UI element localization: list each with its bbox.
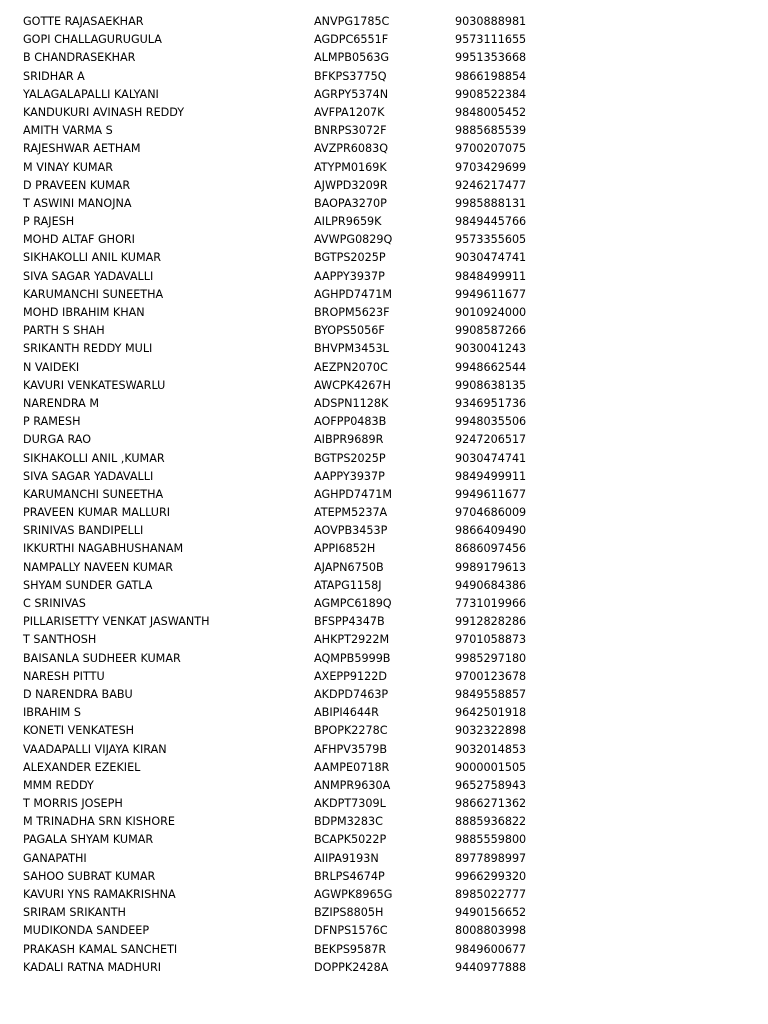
record-name: T ASWINI MANOJNA	[23, 196, 132, 210]
record-id: AFHPV3579B	[314, 742, 388, 756]
record-phone: 9642501918	[455, 706, 527, 720]
record-row	[0, 831, 768, 849]
record-phone: 9908587266	[455, 324, 527, 338]
record-row	[0, 177, 768, 195]
record-id: ATAPG1158J	[314, 578, 382, 592]
record-name: P RAJESH	[23, 215, 75, 229]
record-phone: 9030474741	[455, 451, 527, 465]
record-row	[0, 813, 768, 831]
record-id: AGMPC6189Q	[314, 597, 392, 610]
record-phone: 9849445766	[455, 215, 527, 229]
record-row	[0, 777, 768, 795]
record-row	[0, 540, 768, 558]
record-phone: 9700123678	[455, 669, 527, 683]
record-id: AHKPT2922M	[314, 633, 390, 647]
record-name: KAVURI YNS RAMAKRISHNA	[23, 888, 176, 901]
record-name: P RAMESH	[23, 415, 81, 429]
record-id: BGTPS2025P	[314, 251, 386, 265]
record-name: C SRINIVAS	[23, 597, 86, 610]
record-id: ABIPI4644R	[314, 706, 379, 720]
record-phone: 8985022777	[455, 888, 527, 901]
record-phone: 9908638135	[455, 378, 527, 392]
record-name: PRAKASH KAMAL SANCHETI	[23, 942, 178, 956]
record-name: PILLARISETTY VENKAT JASWANTH	[23, 615, 210, 629]
record-id: AIIPA9193N	[314, 851, 379, 865]
record-name: NARENDRA M	[23, 396, 100, 410]
record-row	[0, 850, 768, 868]
record-phone: 9885685539	[455, 124, 527, 138]
record-id: BAOPA3270P	[314, 196, 387, 210]
record-id: AAMPE0718R	[314, 760, 390, 774]
record-phone: 9030474741	[455, 251, 527, 265]
record-id: DFNPS1576C	[314, 924, 388, 938]
record-id: ATEPM5237A	[314, 506, 388, 520]
record-row	[0, 486, 768, 504]
record-phone: 9948662544	[455, 360, 527, 374]
record-name: PRAVEEN KUMAR MALLURI	[23, 506, 171, 520]
record-name: N VAIDEKI	[23, 360, 80, 374]
record-phone: 7731019966	[455, 597, 527, 610]
record-phone: 9490156652	[455, 906, 527, 920]
record-id: ALMPB0563G	[314, 51, 390, 65]
record-id: AJAPN6750B	[314, 560, 384, 574]
record-phone: 9848499911	[455, 269, 527, 283]
record-row	[0, 795, 768, 813]
record-row	[0, 213, 768, 231]
record-row	[0, 195, 768, 213]
record-row	[0, 431, 768, 449]
record-phone: 9866271362	[455, 797, 527, 811]
record-row	[0, 140, 768, 158]
record-name: NAMPALLY NAVEEN KUMAR	[23, 560, 174, 574]
record-phone: 9032014853	[455, 742, 527, 756]
record-name: D NARENDRA BABU	[23, 687, 133, 701]
record-id: BYOPS5056F	[314, 324, 385, 338]
record-row	[0, 450, 768, 468]
record-row	[0, 577, 768, 595]
record-row	[0, 741, 768, 759]
record-row	[0, 686, 768, 704]
record-name: M TRINADHA SRN KISHORE	[23, 815, 175, 829]
record-id: ANMPR9630A	[314, 778, 391, 792]
record-name: MOHD IBRAHIM KHAN	[23, 306, 145, 319]
record-phone: 9346951736	[455, 396, 527, 410]
record-phone: 9866198854	[455, 69, 527, 83]
record-id: AKDPT7309L	[314, 797, 386, 811]
record-name: KAVURI VENKATESWARLU	[23, 378, 166, 392]
record-phone: 8977898997	[455, 851, 527, 865]
record-name: GOTTE RAJASAEKHAR	[23, 15, 144, 28]
record-phone: 9849499911	[455, 469, 527, 483]
record-phone: 9573111655	[455, 33, 527, 47]
record-name: SRIKANTH REDDY MULI	[23, 342, 153, 356]
record-name: SHYAM SUNDER GATLA	[23, 578, 153, 592]
record-phone: 8885936822	[455, 815, 527, 829]
record-row	[0, 122, 768, 140]
record-id: BNRPS3072F	[314, 124, 387, 138]
record-id: AQMPB5999B	[314, 651, 391, 665]
record-phone: 9989179613	[455, 560, 527, 574]
record-id: BCAPK5022P	[314, 833, 387, 847]
record-name: GOPI CHALLAGURUGULA	[23, 33, 162, 47]
record-phone: 9966299320	[455, 869, 527, 883]
record-row	[0, 959, 768, 977]
record-phone: 8686097456	[455, 542, 527, 556]
record-name: PAGALA SHYAM KUMAR	[23, 833, 154, 847]
record-id: ADSPN1128K	[314, 396, 389, 410]
record-row	[0, 359, 768, 377]
record-row	[0, 395, 768, 413]
record-name: BAISANLA SUDHEER KUMAR	[23, 651, 181, 665]
record-row	[0, 904, 768, 922]
record-row	[0, 304, 768, 322]
record-phone: 9951353668	[455, 51, 527, 65]
record-id: AOVPB3453P	[314, 524, 388, 538]
record-row	[0, 941, 768, 959]
record-id: BGTPS2025P	[314, 451, 386, 465]
record-row	[0, 68, 768, 86]
record-phone: 9912828286	[455, 615, 527, 629]
record-name: MUDIKONDA SANDEEP	[23, 924, 150, 938]
record-row	[0, 231, 768, 249]
record-id: BDPM3283C	[314, 815, 383, 829]
record-id: AWCPK4267H	[314, 378, 391, 392]
record-row	[0, 595, 768, 613]
record-name: SRIDHAR A	[23, 69, 85, 83]
record-name: KARUMANCHI SUNEETHA	[23, 287, 164, 301]
record-phone: 9000001505	[455, 760, 527, 774]
record-name: T SANTHOSH	[23, 633, 97, 647]
record-id: AKDPD7463P	[314, 687, 389, 701]
record-row	[0, 704, 768, 722]
record-phone: 9440977888	[455, 960, 527, 974]
record-phone: 8008803998	[455, 924, 527, 938]
record-row	[0, 268, 768, 286]
record-name: B CHANDRASEKHAR	[23, 51, 136, 65]
record-phone: 9573355605	[455, 233, 527, 247]
record-id: AAPPY3937P	[314, 469, 385, 483]
record-id: BROPM5623F	[314, 306, 390, 319]
record-phone: 9948035506	[455, 415, 527, 429]
record-name: DURGA RAO	[23, 433, 92, 447]
record-name: D PRAVEEN KUMAR	[23, 178, 131, 192]
record-id: AILPR9659K	[314, 215, 382, 229]
record-name: NARESH PITTU	[23, 669, 105, 683]
record-row	[0, 104, 768, 122]
record-name: KONETI VENKATESH	[23, 724, 135, 738]
record-row	[0, 159, 768, 177]
record-phone: 9030888981	[455, 15, 527, 28]
record-list	[0, 13, 768, 977]
record-id: ATYPM0169K	[314, 160, 387, 174]
record-phone: 9885559800	[455, 833, 527, 847]
record-row	[0, 249, 768, 267]
record-phone: 9849600677	[455, 942, 527, 956]
record-id: AVZPR6083Q	[314, 142, 389, 156]
record-id: APPI6852H	[314, 542, 376, 556]
record-row	[0, 340, 768, 358]
record-id: AGHPD7471M	[314, 487, 393, 501]
record-id: AGRPY5374N	[314, 87, 389, 101]
record-id: AVWPG0829Q	[314, 233, 393, 247]
record-name: SAHOO SUBRAT KUMAR	[23, 869, 156, 883]
record-id: AGHPD7471M	[314, 287, 393, 301]
record-phone: 9866409490	[455, 524, 527, 538]
record-id: BFKPS3775Q	[314, 69, 387, 83]
record-phone: 9032322898	[455, 724, 527, 738]
record-row	[0, 886, 768, 904]
record-id: BEKPS9587R	[314, 942, 387, 956]
record-row	[0, 868, 768, 886]
record-name: SRINIVAS BANDIPELLI	[23, 524, 144, 538]
record-name: PARTH S SHAH	[23, 324, 105, 338]
record-name: VAADAPALLI VIJAYA KIRAN	[23, 742, 167, 756]
record-row	[0, 759, 768, 777]
record-row	[0, 468, 768, 486]
record-name: KARUMANCHI SUNEETHA	[23, 487, 164, 501]
record-id: AGDPC6551F	[314, 33, 389, 47]
record-row	[0, 504, 768, 522]
record-phone: 9030041243	[455, 342, 527, 356]
record-id: AJWPD3209R	[314, 178, 388, 192]
record-phone: 9908522384	[455, 87, 527, 101]
record-id: AVFPA1207K	[314, 105, 385, 119]
record-id: ANVPG1785C	[314, 15, 390, 28]
record-name: KADALI RATNA MADHURI	[23, 960, 162, 974]
record-row	[0, 922, 768, 940]
record-phone: 9247206517	[455, 433, 527, 447]
record-name: T MORRIS JOSEPH	[23, 797, 123, 811]
record-name: MMM REDDY	[23, 778, 94, 792]
record-name: M VINAY KUMAR	[23, 160, 114, 174]
record-name: IBRAHIM S	[23, 706, 81, 720]
record-phone: 9949611677	[455, 287, 527, 301]
record-phone: 9703429699	[455, 160, 527, 174]
record-row	[0, 413, 768, 431]
record-row	[0, 86, 768, 104]
record-name: GANAPATHI	[23, 851, 87, 865]
record-phone: 9985297180	[455, 651, 527, 665]
record-phone: 9652758943	[455, 778, 527, 792]
record-row	[0, 31, 768, 49]
record-name: SRIRAM SRIKANTH	[23, 906, 126, 920]
record-row	[0, 322, 768, 340]
record-id: BRLPS4674P	[314, 869, 385, 883]
record-phone: 9848005452	[455, 105, 527, 119]
record-id: DOPPK2428A	[314, 960, 389, 974]
record-id: AXEPP9122D	[314, 669, 387, 683]
record-name: YALAGALAPALLI KALYANI	[23, 87, 159, 101]
record-phone: 9246217477	[455, 178, 527, 192]
record-id: BHVPM3453L	[314, 342, 389, 356]
record-phone: 9985888131	[455, 196, 527, 210]
record-row	[0, 668, 768, 686]
record-id: AGWPK8965G	[314, 888, 393, 901]
record-id: AEZPN2070C	[314, 360, 388, 374]
record-phone: 9849558857	[455, 687, 527, 701]
record-id: AAPPY3937P	[314, 269, 385, 283]
record-phone: 9701058873	[455, 633, 527, 647]
record-name: IKKURTHI NAGABHUSHANAM	[23, 542, 184, 556]
record-row	[0, 650, 768, 668]
record-id: BFSPP4347B	[314, 615, 385, 629]
record-id: AIBPR9689R	[314, 433, 384, 447]
record-id: BZIPS8805H	[314, 906, 384, 920]
record-name: SIKHAKOLLI ANIL ,KUMAR	[23, 451, 165, 465]
record-row	[0, 13, 768, 31]
record-name: SIVA SAGAR YADAVALLI	[23, 269, 154, 283]
record-row	[0, 722, 768, 740]
record-row	[0, 522, 768, 540]
record-phone: 9949611677	[455, 487, 527, 501]
record-row	[0, 49, 768, 67]
record-row	[0, 286, 768, 304]
record-id: AOFPP0483B	[314, 415, 387, 429]
record-row	[0, 631, 768, 649]
record-phone: 9490684386	[455, 578, 527, 592]
record-name: MOHD ALTAF GHORI	[23, 233, 135, 247]
record-phone: 9010924000	[455, 306, 527, 319]
record-name: ALEXANDER EZEKIEL	[23, 760, 141, 774]
record-name: RAJESHWAR AETHAM	[23, 142, 141, 156]
record-name: SIKHAKOLLI ANIL KUMAR	[23, 251, 162, 265]
record-row	[0, 559, 768, 577]
record-phone: 9700207075	[455, 142, 527, 156]
record-row	[0, 613, 768, 631]
record-name: KANDUKURI AVINASH REDDY	[23, 105, 185, 119]
record-id: BPOPK2278C	[314, 724, 388, 738]
record-phone: 9704686009	[455, 506, 527, 520]
record-row	[0, 377, 768, 395]
record-name: AMITH VARMA S	[23, 124, 113, 138]
record-name: SIVA SAGAR YADAVALLI	[23, 469, 154, 483]
